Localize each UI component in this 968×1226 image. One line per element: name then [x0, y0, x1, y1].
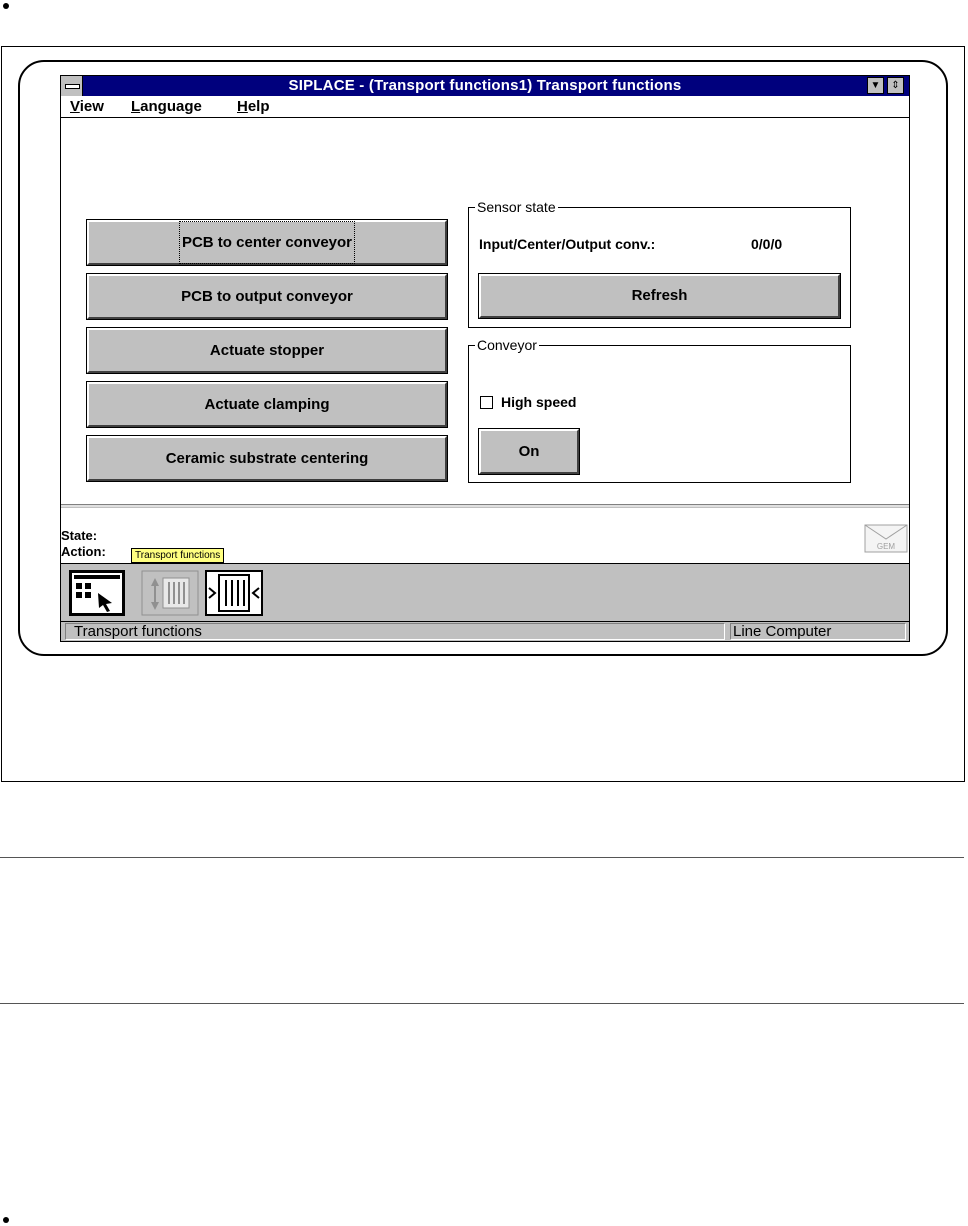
select-cursor-icon[interactable]: [69, 570, 125, 616]
status-bar: [61, 621, 909, 641]
bullet-bottom: [3, 1217, 9, 1223]
sensor-state-legend: Sensor state: [477, 199, 556, 215]
pcb-to-center-button[interactable]: [87, 220, 447, 265]
actuate-clamping-label: Actuate clamping: [204, 396, 330, 413]
gem-mail-icon[interactable]: [864, 521, 908, 553]
rule-1: [0, 857, 964, 858]
status-left: Transport functions: [65, 623, 725, 640]
conveyor-on-button[interactable]: [479, 429, 579, 474]
pcb-to-output-button[interactable]: [87, 274, 447, 319]
pcb-to-center-label: PCB to center conveyor: [180, 222, 354, 263]
sensor-state-group: [468, 199, 851, 328]
actuate-stopper-label: Actuate stopper: [209, 342, 325, 359]
high-speed-label[interactable]: High speed: [501, 394, 577, 410]
status-right: Line Computer: [730, 623, 906, 640]
app-window: [60, 75, 910, 642]
state-label: State:: [61, 528, 98, 543]
sensor-state-value: 0/0/0: [751, 236, 783, 252]
ceramic-centering-label: Ceramic substrate centering: [165, 450, 369, 467]
actuate-stopper-button[interactable]: [87, 328, 447, 373]
conveyor-legend: Conveyor: [477, 337, 537, 353]
sensor-state-label: Input/Center/Output conv.:: [479, 236, 656, 252]
restore-button[interactable]: ⇕: [887, 77, 904, 94]
refresh-button[interactable]: [479, 274, 840, 318]
toolbar: [61, 563, 909, 621]
high-speed-checkbox[interactable]: [480, 396, 493, 409]
gem-label: GEM: [876, 542, 896, 551]
transport-center-icon[interactable]: [205, 570, 263, 616]
menu-language[interactable]: Language: [131, 98, 202, 115]
action-label: Action:: [61, 544, 106, 559]
minimize-button[interactable]: ▼: [867, 77, 884, 94]
menu-help[interactable]: Help: [237, 98, 270, 115]
pcb-to-output-label: PCB to output conveyor: [181, 288, 353, 305]
menu-bar: [61, 96, 909, 118]
actuate-clamping-button[interactable]: [87, 382, 447, 427]
tooltip: Transport functions: [131, 548, 224, 563]
menu-view[interactable]: View: [70, 98, 104, 115]
conveyor-group: [468, 337, 851, 483]
title-bar: [61, 76, 909, 96]
window-title: SIPLACE - (Transport functions1) Transport functions: [288, 77, 682, 94]
refresh-label: Refresh: [631, 287, 688, 304]
bullet-top: [3, 3, 9, 9]
conveyor-on-label: On: [518, 443, 540, 460]
ceramic-centering-button[interactable]: [87, 436, 447, 481]
panel-divider: [61, 504, 909, 508]
rule-2: [0, 1003, 964, 1004]
transport-lift-icon[interactable]: [141, 570, 199, 616]
